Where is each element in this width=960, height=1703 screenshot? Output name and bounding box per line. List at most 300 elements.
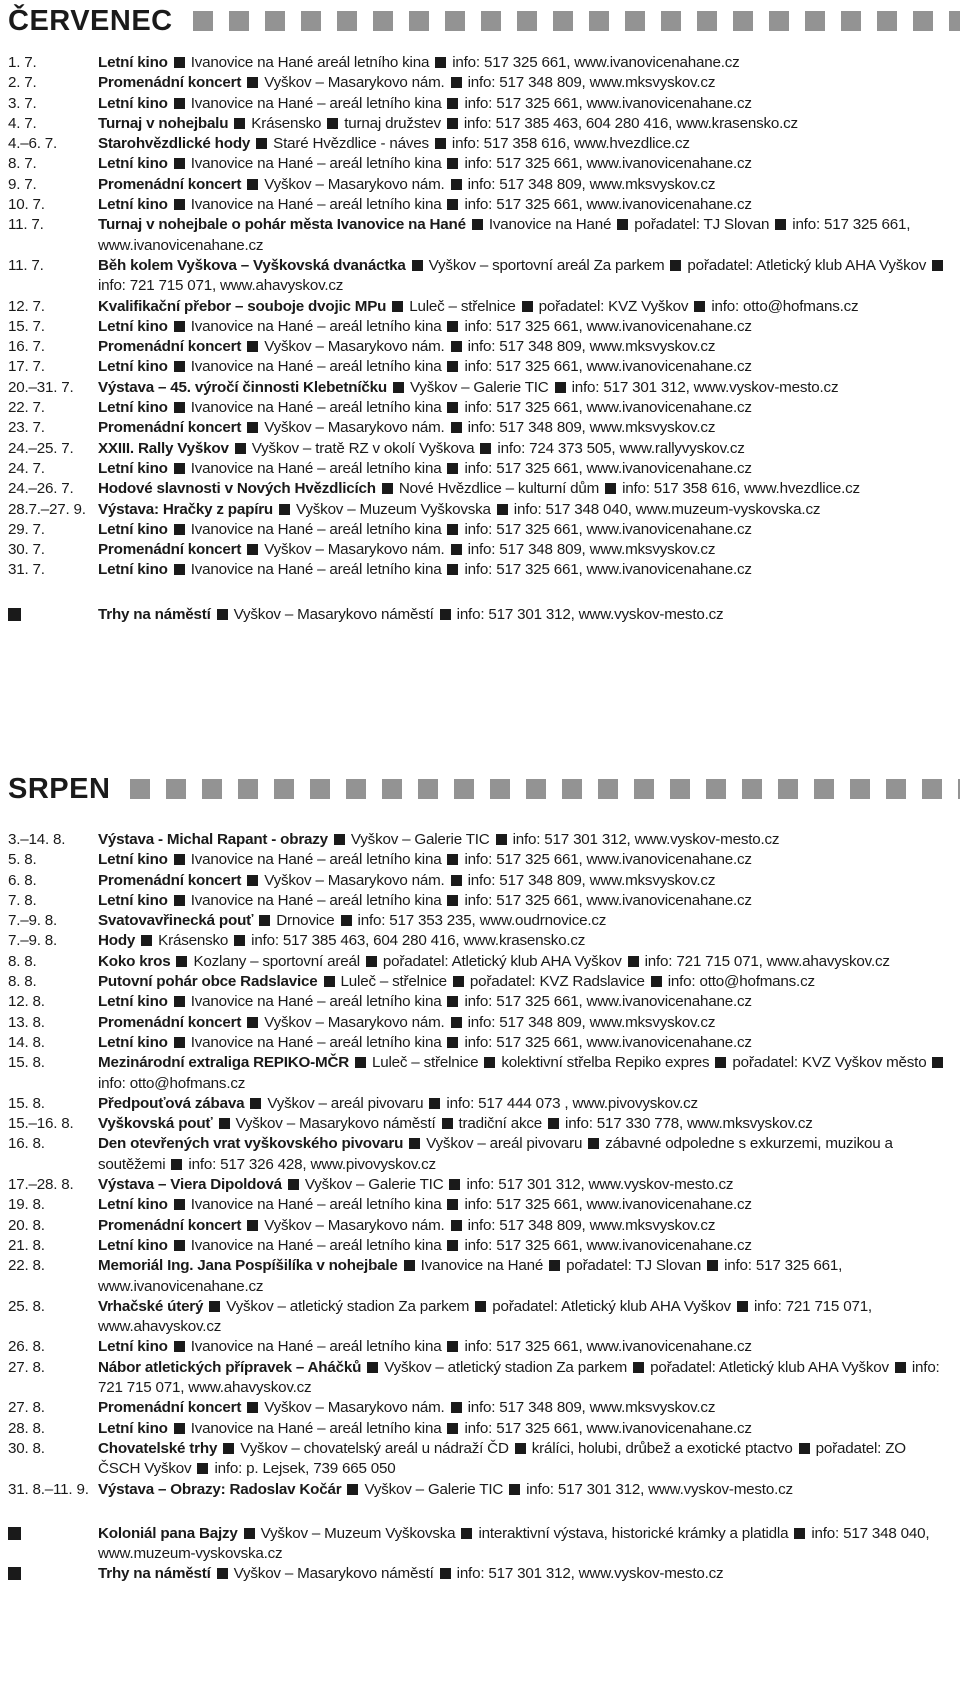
event-detail: info: 517 358 616, www.hvezdlice.cz (622, 480, 860, 498)
event-detail: Ivanovice na Hané – areál letního kina (190, 155, 442, 173)
event-detail: Vyškov – Masarykovo nám. (264, 541, 445, 559)
event-title: Letní kino (98, 891, 168, 909)
event-detail: info: 517 325 661, www.ivanovicenahane.cz (464, 317, 752, 335)
event-detail: info: 517 348 809, www.mksvyskov.cz (467, 1216, 716, 1234)
event-date: 26. 8. (8, 1338, 45, 1356)
bullet-square-icon (548, 1118, 559, 1129)
event-detail: info: 517 325 661, www.ivanovicenahane.cz (464, 1338, 752, 1356)
bullet-square-icon (451, 1017, 462, 1028)
event-row (8, 1114, 952, 1134)
bullet-square-icon (429, 1098, 440, 1109)
event-date: 12. 7. (8, 297, 45, 315)
event-title: Promenádní koncert (98, 74, 242, 92)
event-date: 25. 8. (8, 1297, 45, 1315)
event-row (8, 1195, 952, 1215)
event-detail: Vyškov – sportovní areál Za parkem (428, 256, 665, 274)
event-body (98, 134, 952, 154)
event-title: Turnaj v nohejbalu (98, 114, 229, 132)
event-date: 19. 8. (8, 1196, 45, 1214)
event-title: Promenádní koncert (98, 541, 242, 559)
event-detail: info: 517 301 312, www.vyskov-mesto.cz (466, 1176, 734, 1194)
event-detail: Vyškov – areál pivovaru (426, 1135, 583, 1153)
event-detail: Vyškov – Masarykovo nám. (264, 1399, 445, 1417)
bullet-square-icon (174, 199, 185, 210)
event-detail: info: p. Lejsek, 739 665 050 (214, 1460, 396, 1478)
bullet-square-icon (174, 361, 185, 372)
decorative-square (346, 779, 366, 799)
event-title: XXIII. Rally Vyškov (98, 439, 229, 457)
event-title: Letní kino (98, 155, 168, 173)
decorative-square (373, 11, 393, 31)
event-detail: info: 517 353 235, www.oudrnovice.cz (357, 912, 607, 930)
event-row (8, 317, 952, 337)
event-date: 4. 7. (8, 114, 37, 132)
event-detail: info: 517 325 661, www.ivanovicenahane.cz (464, 399, 752, 417)
decorative-square (517, 11, 537, 31)
event-detail: pořadatel: Atletický klub AHA Vyškov (382, 952, 622, 970)
event-detail: pořadatel: Atletický klub AHA Vyškov (687, 256, 927, 274)
event-title: Hody (98, 932, 136, 950)
recurring-event-row (8, 605, 952, 625)
event-title: Letní kino (98, 1236, 168, 1254)
event-detail: Vyškov – atletický stadion Za parkem (226, 1297, 470, 1315)
event-title: Nábor atletických přípravek – Aháčků (98, 1358, 362, 1376)
event-row (8, 1094, 952, 1114)
event-body (98, 94, 952, 114)
event-title: Starohvězdlické hody (98, 135, 251, 153)
event-detail: info: 517 348 040, www.muzeum-vyskovska.cz (98, 1524, 930, 1563)
event-body (98, 1216, 952, 1236)
event-row (8, 94, 952, 114)
decorative-square (814, 779, 834, 799)
bullet-square-icon (174, 57, 185, 68)
event-body (98, 605, 952, 625)
bullet-square-icon (334, 834, 345, 845)
event-detail: info: 517 325 661, www.ivanovicenahane.cz (464, 94, 752, 112)
bullet-square-icon (447, 98, 458, 109)
event-title: Promenádní koncert (98, 871, 242, 889)
event-detail: info: 517 325 661, www.ivanovicenahane.cz (464, 1196, 752, 1214)
event-body (98, 1337, 952, 1357)
bullet-square-icon (174, 158, 185, 169)
bullet-square-icon (141, 935, 152, 946)
event-title: Turnaj v nohejbale o pohár města Ivanovice na Hané (98, 216, 466, 234)
bullet-square-icon (341, 915, 352, 926)
bullet-square-icon (256, 138, 267, 149)
event-body (98, 73, 952, 93)
bullet-square-icon (737, 1301, 748, 1312)
bullet-square-icon (451, 422, 462, 433)
event-date: 22. 8. (8, 1257, 45, 1275)
decorative-square (697, 11, 717, 31)
event-detail: info: 517 325 661, www.ivanovicenahane.cz (464, 520, 752, 538)
event-body (98, 1297, 952, 1338)
event-detail: interaktivní výstava, historické krámky a platidla (478, 1524, 789, 1542)
event-detail: Vyškov – Muzeum Vyškovska (260, 1524, 456, 1542)
bullet-square-icon (247, 1220, 258, 1231)
bullet-square-icon (247, 341, 258, 352)
bullet-square-icon (234, 118, 245, 129)
event-detail: Ivanovice na Hané – areál letního kina (190, 1033, 442, 1051)
event-row (8, 911, 952, 931)
decorative-square (634, 779, 654, 799)
bullet-square-icon (435, 57, 446, 68)
event-body (98, 1564, 952, 1584)
event-detail: Ivanovice na Hané – areál letního kina (190, 1419, 442, 1437)
event-detail: Ivanovice na Hané – areál letního kina (190, 561, 442, 579)
bullet-square-icon (279, 504, 290, 515)
event-title: Letní kino (98, 520, 168, 538)
decorative-square (949, 11, 960, 31)
event-body (98, 520, 952, 540)
bullet-square-icon (447, 463, 458, 474)
event-title: Promenádní koncert (98, 1399, 242, 1417)
bullet-square-icon (633, 1362, 644, 1373)
event-date: 17. 7. (8, 358, 45, 376)
event-row (8, 195, 952, 215)
event-title: Letní kino (98, 993, 168, 1011)
event-body (98, 931, 952, 951)
event-title: Promenádní koncert (98, 175, 242, 193)
decorative-square (229, 11, 249, 31)
event-detail: kolektivní střelba Repiko expres (501, 1054, 710, 1072)
event-detail: info: otto@hofmans.cz (667, 973, 815, 991)
event-body (98, 1134, 952, 1175)
bullet-square-icon (447, 1037, 458, 1048)
decorative-square (166, 779, 186, 799)
event-detail: info: 517 348 809, www.mksvyskov.cz (467, 419, 716, 437)
bullet-square-icon (447, 158, 458, 169)
event-date: 1. 7. (8, 54, 37, 71)
bullet-square-icon (409, 1138, 420, 1149)
bullet-square-icon (447, 854, 458, 865)
bullet-square-icon (234, 935, 245, 946)
event-title: Putovní pohár obce Radslavice (98, 973, 318, 991)
event-body (98, 1419, 952, 1439)
event-detail: Vyškov – Masarykovo nám. (264, 74, 445, 92)
event-detail: info: 517 325 661, www.ivanovicenahane.cz (464, 1236, 752, 1254)
event-detail: pořadatel: KVZ Vyškov město (732, 1054, 927, 1072)
bullet-square-icon (605, 483, 616, 494)
event-row (8, 1013, 952, 1033)
event-date: 27. 8. (8, 1358, 45, 1376)
event-date: 24.–26. 7. (8, 480, 74, 498)
event-detail: pořadatel: Atletický klub AHA Vyškov (492, 1297, 731, 1315)
decorative-square (562, 779, 582, 799)
decorative-square (706, 779, 726, 799)
decorative-square (553, 11, 573, 31)
event-row (8, 1134, 952, 1175)
event-row (8, 73, 952, 93)
event-detail: info: 517 325 661, www.ivanovicenahane.cz (464, 155, 752, 173)
event-date: 13. 8. (8, 1013, 45, 1031)
event-detail: Ivanovice na Hané – areál letního kina (190, 851, 442, 869)
event-date: 15. 7. (8, 317, 45, 335)
decorative-square (265, 11, 285, 31)
event-row (8, 1216, 952, 1236)
event-body (98, 1175, 952, 1195)
event-date: 24.–25. 7. (8, 439, 74, 457)
event-detail: Ivanovice na Hané (420, 1257, 544, 1275)
event-detail: info: 517 348 809, www.mksvyskov.cz (467, 1399, 716, 1417)
event-body (98, 891, 952, 911)
event-date: 3. 7. (8, 94, 37, 112)
event-detail: info: 517 348 809, www.mksvyskov.cz (467, 175, 716, 193)
event-body (98, 154, 952, 174)
event-detail: info: 517 325 661, www.ivanovicenahane.cz (464, 1419, 752, 1437)
decorative-square (805, 11, 825, 31)
event-detail: info: 517 348 809, www.mksvyskov.cz (467, 871, 716, 889)
bullet-square-icon (670, 260, 681, 271)
bullet-square-icon (451, 179, 462, 190)
event-row (8, 1297, 952, 1338)
event-body (98, 500, 952, 520)
event-date: 6. 8. (8, 871, 37, 889)
month-section-srpen (8, 768, 952, 1585)
event-row (8, 1358, 952, 1399)
event-detail: Krásensko (158, 932, 229, 950)
bullet-square-icon (382, 483, 393, 494)
bullet-square-icon (522, 301, 533, 312)
bullet-square-icon (412, 260, 423, 271)
bullet-square-icon (247, 1017, 258, 1028)
event-date: 8. 8. (8, 952, 37, 970)
bullet-square-icon (174, 524, 185, 535)
bullet-square-icon (174, 854, 185, 865)
event-detail: Krásensko (251, 114, 322, 132)
event-body (98, 459, 952, 479)
event-detail: info: 517 325 661, www.ivanovicenahane.cz (464, 851, 752, 869)
event-detail: Luleč – střelnice (409, 297, 516, 315)
bullet-square-icon (440, 1568, 451, 1579)
event-title: Hodové slavnosti v Nových Hvězdlicích (98, 480, 376, 498)
event-detail: Ivanovice na Hané – areál letního kina (190, 1338, 442, 1356)
event-detail: Nové Hvězdlice – kulturní dům (398, 480, 600, 498)
event-body (98, 830, 952, 850)
bullet-square-icon (250, 1098, 261, 1109)
event-detail: info: 517 326 428, www.pivovyskov.cz (188, 1155, 436, 1173)
event-detail: Ivanovice na Hané – areál letního kina (190, 196, 442, 214)
event-body (98, 1524, 952, 1565)
bullet-square-icon (247, 1402, 258, 1413)
bullet-square-icon (442, 1118, 453, 1129)
decorative-square (481, 11, 501, 31)
event-date: 28. 8. (8, 1419, 45, 1437)
event-detail: Ivanovice na Hané – areál letního kina (190, 1196, 442, 1214)
event-detail: zábavné odpoledne s exkurzemi, muzikou a soutěžemi (98, 1135, 893, 1173)
event-detail: pořadatel: Atletický klub AHA Vyškov (650, 1358, 889, 1376)
event-date: 30. 7. (8, 541, 45, 559)
event-detail: info: 517 325 661, www.ivanovicenahane.cz (452, 54, 740, 71)
decorative-square (409, 11, 429, 31)
bullet-square-icon (447, 321, 458, 332)
bullet-square-icon (509, 1484, 520, 1495)
event-date (8, 1524, 98, 1544)
event-date: 29. 7. (8, 520, 45, 538)
event-title: Letní kino (98, 196, 168, 214)
event-body (98, 972, 952, 992)
decorative-squares (193, 11, 960, 31)
bullet-square-icon (174, 1341, 185, 1352)
event-body (98, 175, 952, 195)
event-detail: info: 517 325 661, www.ivanovicenahane.cz (464, 891, 752, 909)
bullet-square-icon (497, 504, 508, 515)
bullet-square-icon (288, 1179, 299, 1190)
decorative-square (841, 11, 861, 31)
event-date: 31. 8.–11. 9. (8, 1480, 89, 1498)
bullet-square-icon (799, 1443, 810, 1454)
decorative-square (886, 779, 906, 799)
event-detail: info: 517 348 809, www.mksvyskov.cz (467, 1013, 716, 1031)
bullet-square-icon (932, 260, 943, 271)
decorative-square (742, 779, 762, 799)
event-detail: Vyškov – Galerie TIC (409, 378, 549, 396)
event-title: Výstava - Michal Rapant - obrazy (98, 831, 328, 848)
event-row (8, 459, 952, 479)
bullet-square-icon (447, 895, 458, 906)
decorative-square (913, 11, 933, 31)
event-date: 16. 7. (8, 338, 45, 356)
bullet-square-icon (447, 1240, 458, 1251)
decorative-square (445, 11, 465, 31)
event-body (98, 952, 952, 972)
bullet-square-icon (327, 118, 338, 129)
event-body (98, 195, 952, 215)
event-row (8, 560, 952, 580)
event-row (8, 215, 952, 256)
event-row (8, 1053, 952, 1094)
event-row (8, 398, 952, 418)
event-body (98, 1439, 952, 1480)
event-list (8, 53, 952, 625)
bullet-square-icon (355, 1057, 366, 1068)
event-row (8, 378, 952, 398)
event-detail: Ivanovice na Hané – areál letního kina (190, 891, 442, 909)
event-body (98, 53, 952, 73)
event-row (8, 1236, 952, 1256)
event-date: 10. 7. (8, 196, 45, 214)
event-row (8, 1033, 952, 1053)
event-row (8, 1480, 952, 1500)
event-row (8, 891, 952, 911)
event-title: Běh kolem Vyškova – Vyškovská dvanáctka (98, 256, 406, 274)
event-body (98, 1480, 952, 1500)
event-title: Promenádní koncert (98, 1013, 242, 1031)
event-detail: Vyškov – Masarykovo nám. (264, 175, 445, 193)
bullet-square-icon (440, 609, 451, 620)
event-title: Vyškovská pouť (98, 1115, 213, 1133)
bullet-square-icon (174, 564, 185, 575)
event-body (98, 418, 952, 438)
event-row (8, 520, 952, 540)
decorative-square (778, 779, 798, 799)
event-date: 9. 7. (8, 175, 37, 193)
decorative-square (382, 779, 402, 799)
decorative-square (337, 11, 357, 31)
event-body (98, 439, 952, 459)
bullet-square-icon (217, 1568, 228, 1579)
bullet-square-icon (393, 382, 404, 393)
bullet-square-icon (496, 834, 507, 845)
event-row (8, 952, 952, 972)
bullet-square-icon (174, 402, 185, 413)
event-date (8, 605, 98, 625)
bullet-square-icon (174, 895, 185, 906)
bullet-square-icon (174, 1240, 185, 1251)
event-date: 16. 8. (8, 1135, 45, 1153)
event-detail: Vyškov – Masarykovo nám. (264, 419, 445, 437)
decorative-square (130, 779, 150, 799)
bullet-square-icon (895, 1362, 906, 1373)
bullet-square-icon (259, 915, 270, 926)
event-row (8, 357, 952, 377)
bullet-square-icon (707, 1260, 718, 1271)
event-detail: Vyškov – Masarykovo nám. (264, 1216, 445, 1234)
event-title: Letní kino (98, 54, 168, 71)
event-detail: info: 517 358 616, www.hvezdlice.cz (451, 135, 690, 153)
event-date: 8. 7. (8, 155, 37, 173)
event-title: Výstava – Obrazy: Radoslav Kočár (98, 1480, 342, 1498)
event-detail: info: 517 385 463, 604 280 416, www.krasensko.cz (463, 114, 798, 132)
event-date: 20. 8. (8, 1216, 45, 1234)
bullet-square-icon (461, 1528, 472, 1539)
bullet-square-icon (324, 976, 335, 987)
month-header (8, 768, 952, 810)
event-title: Letní kino (98, 317, 168, 335)
event-title: Promenádní koncert (98, 1216, 242, 1234)
bullet-square-icon (174, 98, 185, 109)
bullet-square-icon (247, 77, 258, 88)
bullet-square-icon (209, 1301, 220, 1312)
event-body (98, 1195, 952, 1215)
event-detail: Ivanovice na Hané – areál letního kina (190, 459, 442, 477)
event-row (8, 297, 952, 317)
event-date: 11. 7. (8, 216, 44, 234)
event-detail: pořadatel: TJ Slovan (634, 216, 770, 234)
event-row (8, 53, 952, 73)
bullet-square-icon (392, 301, 403, 312)
bullet-square-icon (235, 443, 246, 454)
event-detail: info: 517 325 661, www.ivanovicenahane.cz (464, 459, 752, 477)
event-title: Letní kino (98, 94, 168, 112)
event-body (98, 317, 952, 337)
event-row (8, 540, 952, 560)
event-date: 4.–6. 7. (8, 135, 58, 153)
event-row (8, 850, 952, 870)
event-body (98, 992, 952, 1012)
spacer (8, 1500, 952, 1524)
recurring-event-row (8, 1564, 952, 1584)
event-detail: Ivanovice na Hané – areál letního kina (190, 993, 442, 1011)
bullet-square-icon (247, 544, 258, 555)
event-detail: Vyškov – Galerie TIC (350, 831, 490, 848)
bullet-square-icon (447, 361, 458, 372)
event-detail: Kozlany – sportovní areál (193, 952, 360, 970)
bullet-square-icon (174, 1199, 185, 1210)
spacer (8, 581, 952, 605)
bullet-square-icon (367, 1362, 378, 1373)
decorative-square (193, 11, 213, 31)
bullet-square-icon (447, 1341, 458, 1352)
event-detail: Ivanovice na Hané – areál letního kina (190, 1236, 442, 1254)
decorative-square (490, 779, 510, 799)
event-detail: info: 517 325 661, www.ivanovicenahane.cz (98, 216, 911, 254)
bullet-square-icon (775, 219, 786, 230)
event-body (98, 1358, 952, 1399)
month-header (8, 0, 952, 42)
event-body (98, 1236, 952, 1256)
bullet-square-icon (8, 608, 21, 621)
